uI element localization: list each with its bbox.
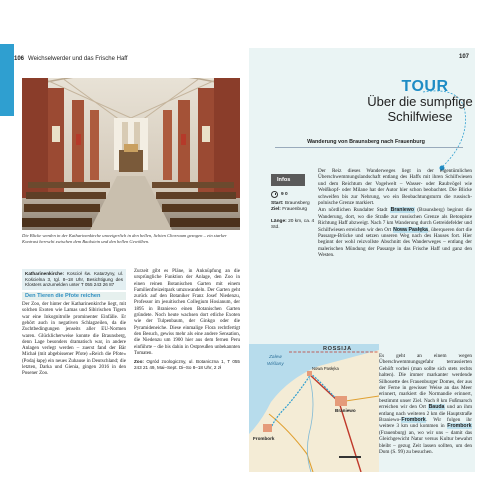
p2-part-a: Am nördlichen Rundalter Stadt [318,207,391,214]
zoo-info-name: Zoo: [134,359,144,365]
left-column [22,269,126,378]
duration-value: 9 0 [281,191,288,197]
tour-tag: TOUR [401,78,449,95]
zoo-info [134,359,240,370]
place-frombork-1: Frombork [401,417,426,424]
botanic-paragraph: Zurzeit gibt es Pläne, in Anknüpfung an die ursprüngliche Funktion der Anlage, den Zoo in einen reinen Botanischen Garten mit einem Familienfreizeitpark umzuwandeln. Der Garten geht zurück auf den Botaniker Franz Josef Niedenzu, Professor im jesuitischen Collegium Hosianum, der 1895 in Braniewo einen Botanischen Garten gründete. Noch heute wachsen dort etliche Exoten wie der Tulpenbaum, der Ginkgo oder die Pyramideneiche. Diese einmalige Flora rechtfertigt den Besuch, gewiss mehr als eine andere Sensation, die Niedenzu um 1900 hier aus dem fernen Peru einführte – die bis dahin in Ostpreußen unbekannten Tomaten. [134,269,240,356]
map-town-frombork: Frombork [253,436,275,441]
place-bauda: Bauda [428,404,445,411]
tour-title-line-1: Über die sumpfige [367,94,473,109]
chapter-tab [0,44,14,116]
map-water-label-2: Wiślany [267,362,284,367]
right-page-number: 107 [458,54,469,60]
duration-row [271,191,315,198]
left-page-number: 106 [14,56,25,62]
map-country-label: ROSSIJA [323,346,352,352]
place-nowa-pasleka: Nowa Pasłęka [393,226,428,233]
right-column [134,269,240,370]
goal-label: Ziel: [271,207,281,212]
church-info-name: Katharinenkirche: [25,271,65,276]
p3-part-a: Es geht an einem wegen Überschwemmungsgefahr terrassierten Gehöft vorbei (man sollte sich stets rechts halten). Die immer markanter werdende Silhouette des Frauenburger Domes, der aus der Ferne in gewisser Weise an das Meer erinnert, markiert die Normandie erinnert, bestimmt unser Ziel. Nach 8 km Fußmarsch erreichen wir den Ort [379,353,472,411]
tour-info-box [271,174,315,231]
start-label: Start: [271,201,284,206]
tour-body-text-2 [379,353,472,456]
tour-subtitle: Wanderung von Braunsberg nach Frauenburg [307,139,425,145]
left-page-header [14,52,240,66]
photo-caption: Die Blicke werden in der Katharinenkirche unweigerlich in den hellen, lichten Chorraum gezogen – ein starker Kontrast herrscht zwischen dem Backstein und den hellen Gewölben. [22,233,227,244]
zoo-paragraph: Der Zoo, der hinter der Katharinenkirche liegt, mit solchen Exoten wie Lamas und Sibirischen Tigern war eine Inkognitrolle prominenter Einfälle. Er gehört auch in negativen Schlagzeilen, da die Zuchtbedingungen jenseits aller EU-Normen waren. Glücklicherweise konnte die Braunsberg, denn Lage besonders dramatisch war, in andere Anlagen verlegt werden – zuerst fand der Bär Michał (mit abgebissener Pfote) »Reich die Pfote« (Podaj łapę) ein neues Zuhause in Deutschland; die letzten, Darka und Gienia, gingen 2016 in den Posener Zoo. [22,302,126,377]
running-title: Weichselwerder und das Frische Haff [28,56,128,62]
length-label: Länge: [271,219,287,224]
p2-part-b: (Braunsberg) beginnt die Wanderung, dort, wo die Straße zur russischen Grenze als Betonpiste Richtung Haff abzweigt. Nach 7 km Wanderung durch Getreidefelder und Schilfwiesen erreichen wir den Ort [318,207,472,233]
goal-text: Frauenburg [282,207,308,212]
length-row [271,219,315,231]
p2-part-c: , überqueren dort die Passarge-Brücke und setzen unseren Weg nach des Hauses fort. Hier beginnt der wohl reizvollste Abschnitt des Wanderweges – entlang der malerischen Mündung der Passarge in das Frische Haff und ganz den Westen. [318,226,472,259]
tour-paragraph-1: Der Reiz dieses Wanderweges liegt in der eigentümlichen Überschwemmungslandschaft entlang des Haffs mit ihren Schilfwiesen und dem Reichtum der Vogelwelt – Wasser- oder Raubvögel wie Weißkopf- oder Milane hat der Autor hier schon beobachtet. Die Blicke schweifen bis zur Nehrung, wo ein Beobachtungsturm die russisch-polnische Grenze markiert. [318,168,472,207]
left-page [14,52,240,472]
tour-title [345,94,488,124]
church-info-text: Koscioł św. Katarzyny, ul. Kościelna 3, tgl. 8–18 Uhr, Besichtigung des Klosters anzumelden unter T 055 243 26 87 [25,271,123,288]
tour-paragraph-2 [318,207,472,258]
right-page [249,48,475,472]
p3-part-c: . Wir folgen ihr weitere 3 km und kommen in [379,417,472,430]
tour-body-text [318,168,472,260]
map-town-nowa-pasleka: Nowa Pasłęka [312,366,339,371]
section-title: Den Tieren die Pfote reichen [22,292,126,300]
info-heading: Infos [271,174,305,186]
tour-title-line-2: Schilfwiese [387,109,453,124]
map-town-braniewo: Braniewo [335,408,356,413]
subtitle-rule [275,147,463,148]
church-interior-photo [22,78,240,230]
goal-row [271,207,315,213]
zoo-info-text: Ogród zoologiczny, ul. Botaniczna 1, T 055 243 21 49, Mai–Sept. Di–So 8–18 Uhr, 2 zł [134,359,240,370]
church-info-box [22,269,126,290]
start-text: Braunsberg [284,201,310,206]
route-map [249,344,379,472]
length-text: 20 km, ca. 4 Std. [271,219,315,230]
clock-icon [271,191,278,198]
p3-part-d: (Frauenburg) an, wo wir uns – damit das Gleichgewicht Natur versus Kultur bewahrt bleibt – gezug Zeit lassen sollten, um den Dom (S. 99) zu besuchen. [379,429,472,456]
map-water-label-1: Zalew [269,355,282,360]
p3-part-b: und an ihm entlang nach weiteren 2 km die Hauptstraße Braniewo- [379,404,472,424]
place-frombork-2: Frombork [447,423,472,430]
place-braniewo: Braniewo [390,207,415,214]
